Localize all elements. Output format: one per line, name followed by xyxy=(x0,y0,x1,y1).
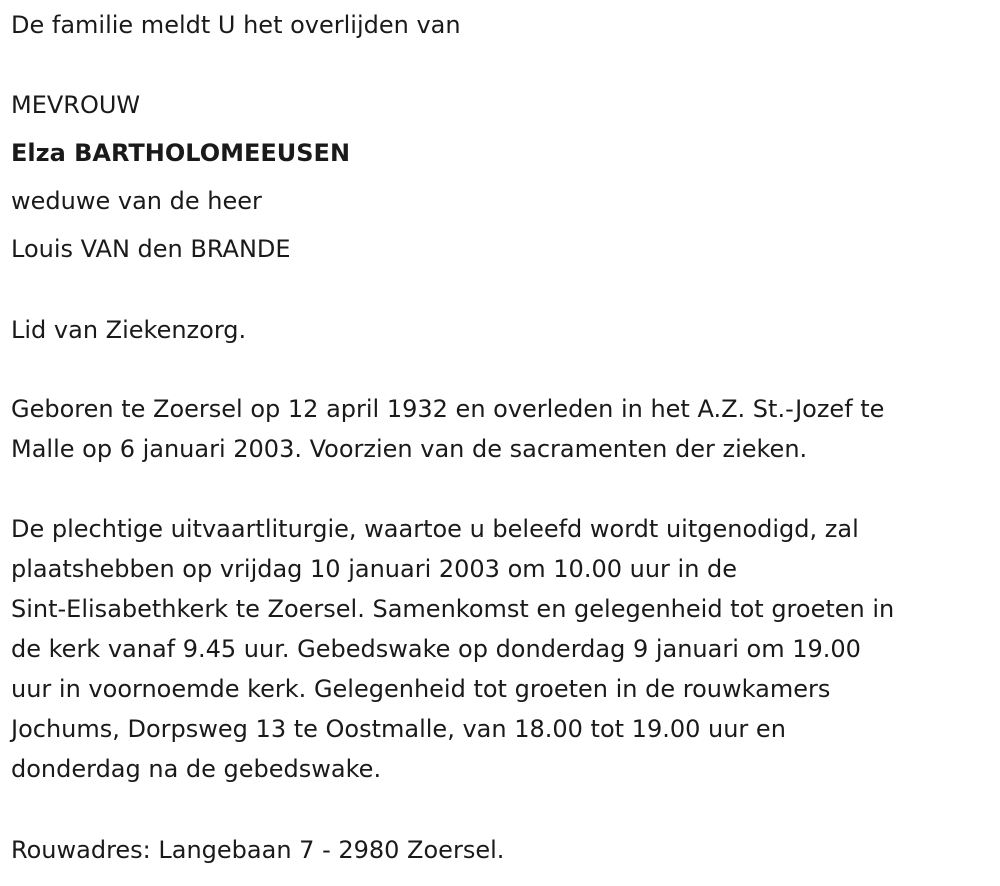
membership-text: Lid van Ziekenzorg. xyxy=(11,316,247,344)
funeral-line: uur in voornoemde kerk. Gelegenheid tot groeten in de rouwkamers xyxy=(11,675,831,703)
funeral-line: Jochums, Dorpsweg 13 te Oostmalle, van 18.00 tot 19.00 uur en xyxy=(11,715,786,743)
funeral-line: de kerk vanaf 9.45 uur. Gebedswake op donderdag 9 januari om 19.00 xyxy=(11,635,861,663)
funeral-line: donderdag na de gebedswake. xyxy=(11,755,382,783)
spouse-name: Louis VAN den BRANDE xyxy=(11,235,291,263)
birth-death-paragraph xyxy=(11,389,884,469)
birth-death-line: Geboren te Zoersel op 12 april 1932 en overleden in het A.Z. St.-Jozef te xyxy=(11,395,885,423)
deceased-name: Elza BARTHOLOMEEUSEN xyxy=(11,139,351,167)
funeral-paragraph xyxy=(11,509,894,789)
funeral-line: De plechtige uitvaartliturgie, waartoe u beleefd wordt uitgenodigd, zal xyxy=(11,515,859,543)
birth-death-line: Malle op 6 januari 2003. Voorzien van de sacramenten der zieken. xyxy=(11,435,808,463)
widow-line: weduwe van de heer xyxy=(11,187,262,215)
funeral-line: Sint-Elisabethkerk te Zoersel. Samenkomst en gelegenheid tot groeten in xyxy=(11,595,895,623)
intro-text: De familie meldt U het overlijden van xyxy=(11,11,461,39)
funeral-line: plaatshebben op vrijdag 10 januari 2003 om 10.00 uur in de xyxy=(11,555,738,583)
address-text: Rouwadres: Langebaan 7 - 2980 Zoersel. xyxy=(11,836,505,864)
title-text: MEVROUW xyxy=(11,91,141,119)
